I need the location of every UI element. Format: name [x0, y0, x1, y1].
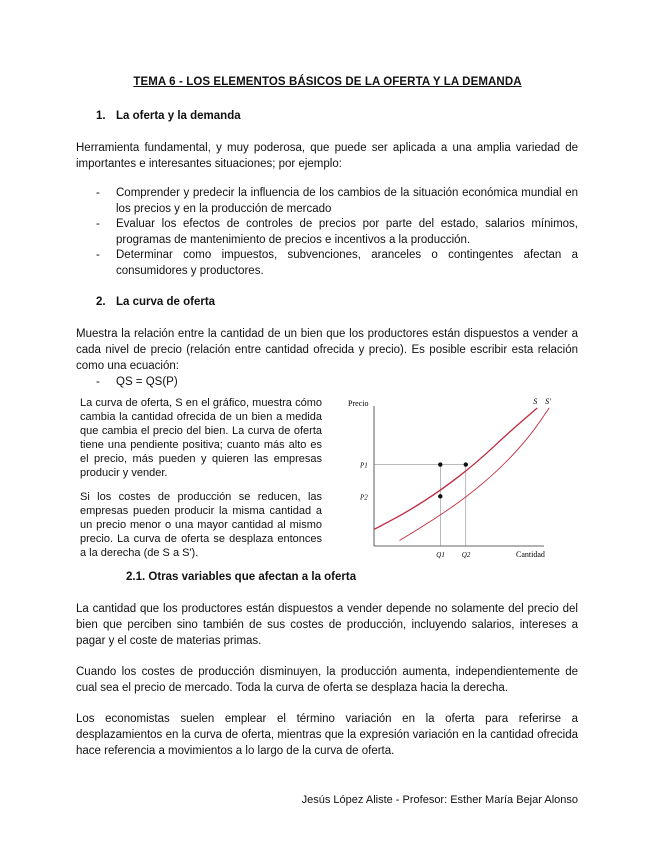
section-1-bullet-list	[96, 186, 578, 279]
section-1-number: 1.	[96, 110, 106, 122]
section-2-1-paragraph-1: La cantidad que los productores están dispuestos a vender depende no solamente del precio del bien que perciben sino también de sus costes de producción, incluyendo salarios, intereses a pagar y el coste de materias primas.	[76, 603, 578, 647]
bullet-dash: -	[96, 376, 100, 388]
series-line-s	[374, 408, 537, 529]
series-label: S	[533, 397, 538, 406]
section-2-number: 2.	[96, 296, 106, 308]
equilibrium-point	[438, 494, 442, 498]
section-2-heading	[96, 296, 215, 308]
section-2-1-paragraph-3: Los economistas suelen emplear el término variación en la oferta para referirse a desplazamientos en la curva de oferta, mientras que la expresión variación en la cantidad ofrecida hace referencia a movimientos a lo largo de la curva de oferta.	[76, 713, 578, 757]
page-title: TEMA 6 - LOS ELEMENTOS BÁSICOS DE LA OFERTA Y LA DEMANDA	[133, 76, 522, 88]
equilibrium-point	[438, 462, 442, 466]
equation-text: QS = QS(P)	[116, 376, 178, 388]
section-1-intro: Herramienta fundamental, y muy poderosa, que puede ser aplicada a una amplia variedad de importantes e interesantes situaciones; por ejemplo:	[76, 142, 578, 170]
equilibrium-point	[464, 462, 468, 466]
bullet-item	[96, 186, 578, 217]
section-2-intro: Muestra la relación entre la cantidad de un bien que los productores están dispuestos a vender a cada nivel de precio (relación entre cantidad ofrecida y precio). Es posible escribir esta relación como una ecuación:	[76, 328, 578, 372]
supply-equation	[96, 376, 178, 388]
section-2-title: La curva de oferta	[116, 296, 216, 308]
series-labels-group	[533, 397, 551, 406]
x-tick-label: Q1	[436, 551, 445, 559]
bullet-dash: -	[96, 249, 100, 261]
supply-shift-description: Si los costes de producción se reducen, las empresas pueden producir la misma cantidad a un precio menor o una mayor cantidad al mismo precio. La curva de oferta se desplaza entonces a la derecha (de S a S').	[80, 491, 322, 559]
series-group	[374, 408, 549, 540]
bullet-dash: -	[96, 187, 100, 199]
bullet-item	[96, 217, 578, 248]
section-2-1-paragraph-2: Cuando los costes de producción disminuyen, la producción aumenta, independientemente de cual sea el precio de mercado. Toda la curva de oferta se desplaza hacia la derecha.	[76, 666, 578, 694]
supply-curve-chart	[344, 394, 580, 564]
bullet-text: Evaluar los efectos de controles de precios por parte del estado, salarios mínimos, programas de mantenimiento de precios e incentivos a la producción.	[116, 218, 578, 246]
bullet-text: Determinar como impuestos, subvenciones, aranceles o contingentes afectan a consumidores y productores.	[116, 249, 578, 277]
supply-curve-description: La curva de oferta, S en el gráfico, muestra cómo cambia la cantidad ofrecida de un bien a medida que cambia el precio del bien. La curva de oferta tiene una pendiente positiva; cuanto más alto es el precio, más pueden y quieren las empresas producir y vender.	[80, 397, 322, 479]
bullet-item	[96, 248, 578, 279]
guide-lines	[374, 465, 466, 546]
y-axis-label: Precio	[348, 399, 369, 408]
ticks-group	[359, 462, 471, 559]
series-line-s-prime	[400, 408, 550, 540]
series-label: S'	[545, 397, 551, 406]
page-footer: Jesús López Aliste - Profesor: Esther María Bejar Alonso	[301, 794, 578, 806]
y-tick-label: P1	[360, 461, 368, 470]
bullet-text: Comprender y predecir la influencia de los cambios de la situación económica mundial en los precios y en la producción de mercado	[116, 187, 578, 215]
section-2-1-heading: 2.1. Otras variables que afectan a la oferta	[126, 571, 357, 583]
section-1-heading	[96, 110, 241, 122]
y-tick-label: P2	[360, 493, 368, 502]
x-tick-label: Q2	[461, 551, 471, 559]
x-axis-label: Cantidad	[516, 550, 545, 559]
bullet-dash: -	[96, 218, 100, 230]
section-1-title: La oferta y la demanda	[116, 110, 241, 122]
